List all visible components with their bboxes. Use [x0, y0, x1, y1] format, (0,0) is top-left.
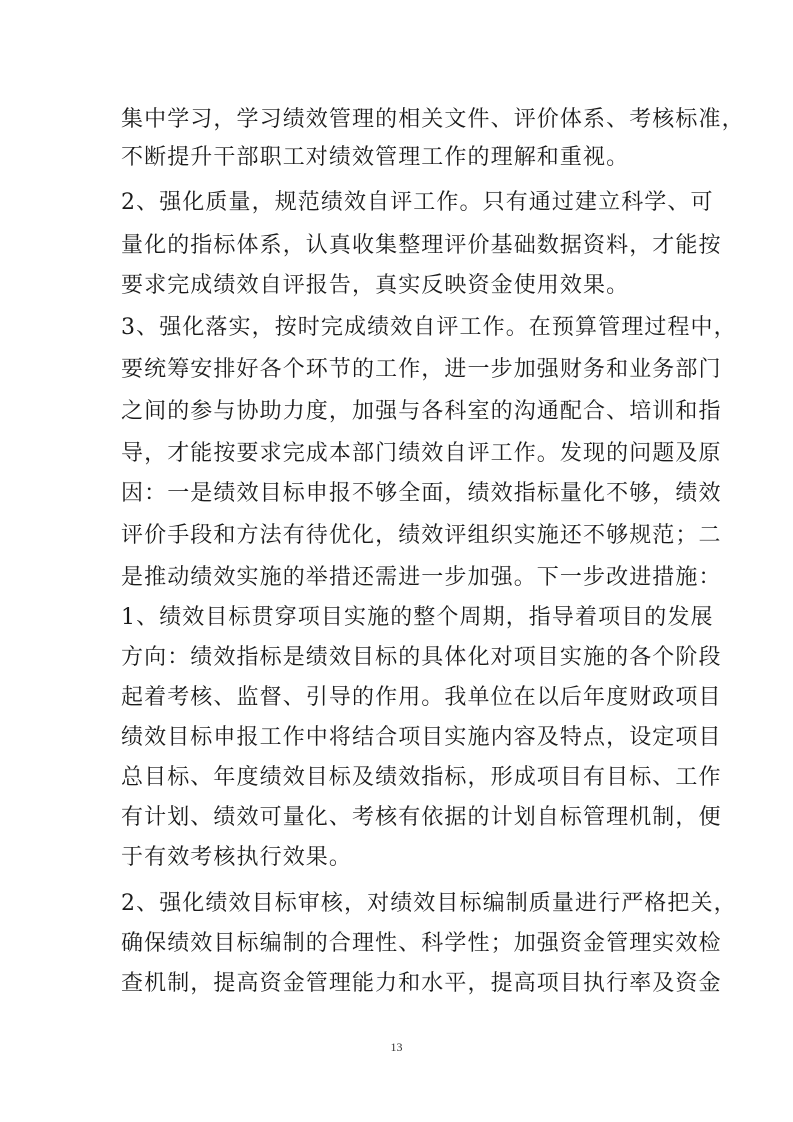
- text-line: 有计划、绩效可量化、考核有依据的计划自标管理机制，便: [121, 805, 722, 830]
- text-line: 绩效目标申报工作中将结合项目实施内容及特点，设定项目: [121, 725, 722, 750]
- text-line: 总目标、年度绩效目标及绩效指标，形成项目有目标、工作: [121, 765, 722, 790]
- text-line: 3、强化落实，按时完成绩效自评工作。在预算管理过程中，: [121, 315, 737, 340]
- page-number: 13: [390, 1040, 403, 1054]
- text-line: 评价手段和方法有待优化，绩效评组织实施还不够规范；二: [121, 523, 722, 548]
- text-line: 起着考核、监督、引导的作用。我单位在以后年度财政项目: [121, 685, 722, 710]
- text-line: 方向：绩效指标是绩效目标的具体化对项目实施的各个阶段: [121, 645, 722, 670]
- text-line: 量化的指标体系，认真收集整理评价基础数据资料，才能按: [121, 233, 722, 258]
- text-line: 于有效考核执行效果。: [121, 845, 353, 870]
- text-line: 查机制，提高资金管理能力和水平，提高项目执行率及资金: [121, 971, 722, 996]
- text-line: 集中学习，学习绩效管理的相关文件、评价体系、考核标准，: [121, 107, 745, 132]
- text-line: 要统筹安排好各个环节的工作，进一步加强财务和业务部门: [121, 357, 722, 382]
- text-line: 2、强化质量，规范绩效自评工作。只有通过建立科学、可: [121, 190, 714, 215]
- text-line: 要求完成绩效自评报告，真实反映资金使用效果。: [121, 273, 630, 298]
- text-line: 因：一是绩效目标申报不够全面，绩效指标量化不够，绩效: [121, 481, 722, 506]
- text-line: 是推动绩效实施的举措还需进一步加强。下一步改进措施：: [121, 565, 722, 590]
- text-line: 1、绩效目标贯穿项目实施的整个周期，指导着项目的发展: [121, 605, 714, 630]
- text-line: 确保绩效目标编制的合理性、科学性；加强资金管理实效检: [121, 931, 722, 956]
- text-line: 之间的参与协助力度，加强与各科室的沟通配合、培训和指: [121, 399, 722, 424]
- text-line: 2、强化绩效目标审核，对绩效目标编制质量进行严格把关，: [121, 891, 737, 916]
- text-line: 导，才能按要求完成本部门绩效自评工作。发现的问题及原: [121, 441, 722, 466]
- text-line: 不断提升干部职工对绩效管理工作的理解和重视。: [121, 145, 630, 170]
